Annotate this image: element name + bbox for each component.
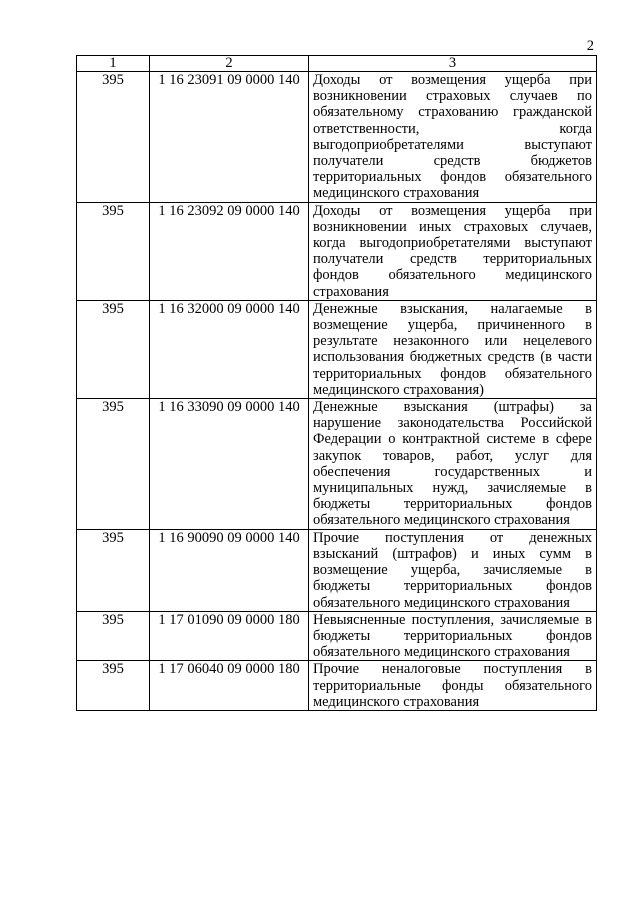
admin-code-cell: 395	[77, 300, 150, 398]
kbk-code-cell: 1 16 90090 09 0000 140	[150, 529, 309, 611]
kbk-code-cell: 1 16 32000 09 0000 140	[150, 300, 309, 398]
admin-code-cell: 395	[77, 202, 150, 300]
revenue-name-cell: Невыясненные поступления, зачисляемые в бюджеты территориальных фондов обязательного медицинского страхования	[309, 611, 597, 661]
column-header-1: 1	[77, 56, 150, 72]
column-header-2: 2	[150, 56, 309, 72]
table-body	[77, 72, 597, 711]
table-row	[77, 529, 597, 611]
admin-code-cell: 395	[77, 529, 150, 611]
table-row	[77, 72, 597, 203]
kbk-code-cell: 1 16 33090 09 0000 140	[150, 399, 309, 530]
revenue-name-cell: Прочие поступления от денежных взысканий (штрафов) и иных сумм в возмещение ущерба, зачисляемые в бюджеты территориальных фондов обязательного медицинского страхования	[309, 529, 597, 611]
kbk-code-cell: 1 17 01090 09 0000 180	[150, 611, 309, 661]
table-row	[77, 661, 597, 711]
page-number: 2	[586, 38, 594, 54]
admin-code-cell: 395	[77, 661, 150, 711]
table-row	[77, 202, 597, 300]
revenue-name-cell: Денежные взыскания, налагаемые в возмещение ущерба, причиненного в результате незаконного или нецелевого использования бюджетных средств (в части территориальных фондов обязательного медицинского страхования)	[309, 300, 597, 398]
revenue-name-cell: Доходы от возмещения ущерба при возникновении страховых случаев по обязательному страхованию гражданской ответственности, когда выгодоприобретателями выступают получатели средств бюджетов территориальных фондов обязательного медицинского страхования	[309, 72, 597, 203]
table-row	[77, 611, 597, 661]
table-row	[77, 300, 597, 398]
kbk-code-cell: 1 16 23091 09 0000 140	[150, 72, 309, 203]
table-row	[77, 399, 597, 530]
kbk-code-cell: 1 17 06040 09 0000 180	[150, 661, 309, 711]
admin-code-cell: 395	[77, 611, 150, 661]
revenue-codes-table	[76, 55, 597, 711]
revenue-name-cell: Доходы от возмещения ущерба при возникновении иных страховых случаев, когда выгодоприобретателями выступают получатели средств территориальных фондов обязательного медицинского страхования	[309, 202, 597, 300]
admin-code-cell: 395	[77, 399, 150, 530]
revenue-name-cell: Прочие неналоговые поступления в территориальные фонды обязательного медицинского страхования	[309, 661, 597, 711]
column-header-3: 3	[309, 56, 597, 72]
admin-code-cell: 395	[77, 72, 150, 203]
revenue-name-cell: Денежные взыскания (штрафы) за нарушение законодательства Российской Федерации о контрактной системе в сфере закупок товаров, работ, услуг для обеспечения государственных и муниципальных нужд, зачисляемые в бюджеты территориальных фондов обязательного медицинского страхования	[309, 399, 597, 530]
table-header	[77, 56, 597, 72]
header-row	[77, 56, 597, 72]
kbk-code-cell: 1 16 23092 09 0000 140	[150, 202, 309, 300]
